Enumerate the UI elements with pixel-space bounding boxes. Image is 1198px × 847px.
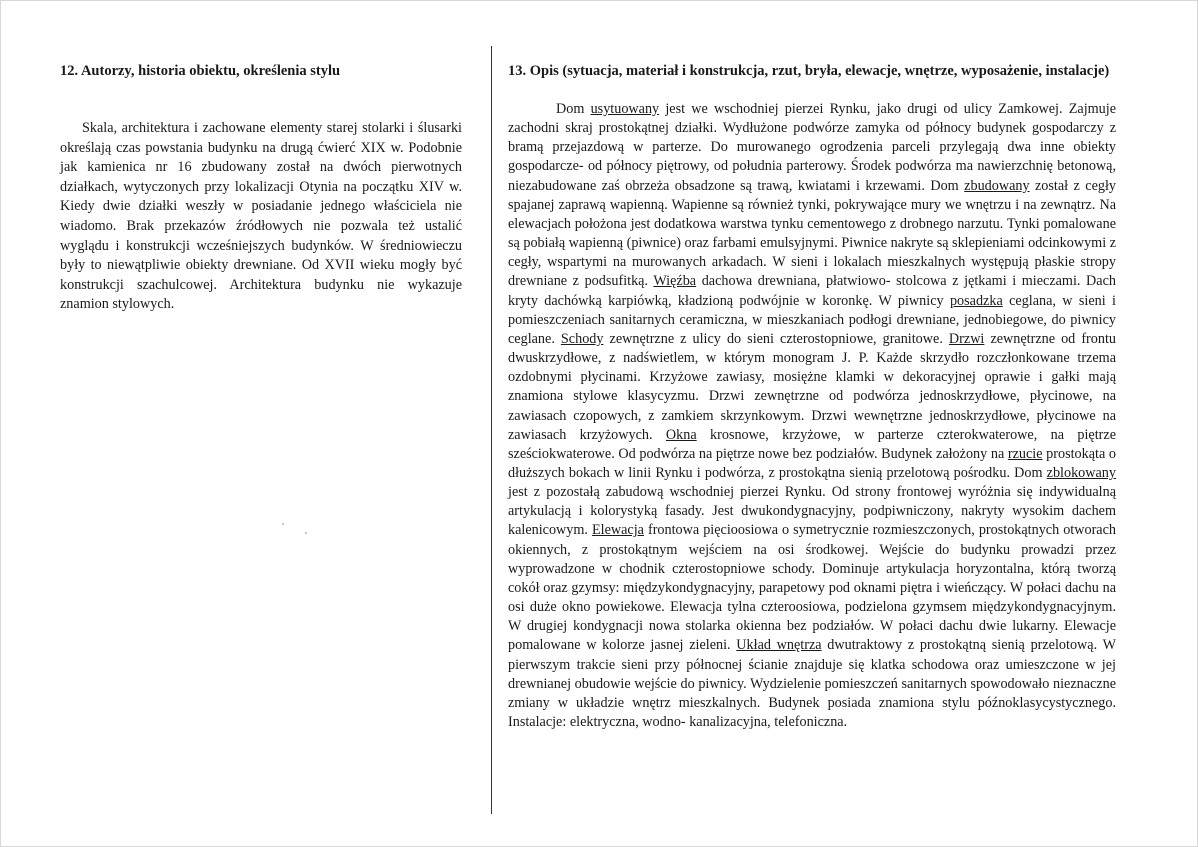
body-text: został z cegły spajanej zaprawą wapienną. Wapienne są również tynki, pokrywające mury we wnętrzu i na zewnątrz. Na elewacjach położona jest dodatkowa warstwa tynku cementowego z drobnego narzutu. Tynki pomalowane są pobiałą wapienną (piwnice) oraz farbami emulsyjnymi. Piwnice nakryte są sklepieniami odcinkowymi z cegły, wspartymi na murowanych arkadach. W sieni i lokalach mieszkalnych występują płaskie stropy drewniane z podsufitką.: [508, 177, 1117, 290]
body-text: jest we wschodniej pierzei Rynku, jako drugi od ulicy Zamkowej. Zajmuje zachodni skraj prostokątnej działki. Wydłużone podwórze zamyka od północy budynek gospodarczy z bramą przejazdową w parterze. Do murowanego ogrodzenia parceli przylegają dwa inne obiekty gospodarcze- od północy piętrowy, od południa parterowy. Środek podwórza ma nawierzchnię betonową, niezabudowane zaś obrzeża obsadzone są trawą, kwiatami i krzewami. Dom: [508, 101, 1116, 194]
section-13-heading: 13. Opis (sytuacja, materiał i konstrukcja, rzut, bryła, elewacje, wnętrze, wyposażenie, instalacje): [508, 63, 1110, 79]
body-text: krosnowe, krzyżowe, w parterze czterokwaterowe, na piętrze sześciokwaterowe. Od podwórza na piętrze nowe bez podziałów. Budynek założony na: [508, 426, 1116, 462]
underlined-term: Elewacja: [591, 522, 644, 539]
underlined-term: posadzka: [949, 292, 1003, 309]
body-text: dwutraktowy z prostokątną sienią przelotową. W pierwszym trakcie sieni przy północnej ścianie znajduje się klatka schodowa oraz umieszczone w jej drewnianej obudowie wejście do piwnicy. Wydzielenie pomieszczeń sanitarnych spowodowało nieznaczne zmiany w układzie wnętrz mieszkalnych. Budynek posiada znamiona stylu późnoklasycystycznego. Instalacje: elektryczna, wodno- kanalizacyjna, telefoniczna.: [508, 637, 1116, 730]
body-text: zewnętrzne od frontu dwuskrzydłowe, z nadświetlem, w którym monogram J. P. Każde skrzydło rozczłonkowane trzema ozdobnymi płycinami. Krzyżowe zawiasy, mosiężne klamki w dekoracyjnej oprawie i gałki mają znamiona stylowe klasycyzmu. Drzwi zewnętrzne od podwórza jednoskrzydłowe, płycinowe, na zawiasach czopowych, z zamkiem skrzynkowym. Drzwi wewnętrzne jednoskrzydłowe, płycinowe na zawiasach krzyżowych.: [508, 330, 1116, 443]
scan-speck: [305, 532, 307, 534]
underlined-term: Układ wnętrza: [736, 637, 822, 654]
scan-speck: [282, 523, 284, 525]
body-text: frontowa pięcioosiowa o symetrycznie rozmieszczonych, prostokątnych otworach okiennych, z prostokątnym wejściem na osi środkowej. Wejście do budynku prowadzi przez wyprowadzone w chodnik czterostopniowe schody. Dominuje artykulacja horyzontalna, którą tworzą cokół oraz gzymsy: międzykondygnacyjny, parapetowy pod oknami piętra i wieńczący. W połaci dachu na osi duże okno powiekowe. Elewacja tylna czteroosiowa, podzielona gzymsem międzykondygnacyjnym. W drugiej kondygnacji nowa stolarka okienna bez podziałów. W połaci dachu dwie lukarny. Elewacje pomalowane w kolorze jasnej zieleni.: [508, 522, 1116, 654]
body-text: ceglana, w sieni i pomieszczeniach sanitarnych ceramiczna, w mieszkaniach podłogi drewniane, jednobiegowe, do piwnicy ceglane.: [508, 292, 1116, 347]
section-12-text: Skala, architektura i zachowane elementy starej stolarki i ślusarki określają czas powstania budynku na drugą ćwierć XIX w. Podobnie jak kamienica nr 16 zbudowany został na dwóch pierwotnych działkach, wytyczonych przy lokalizacji Otynia na początku XIV w. Kiedy dwie działki weszły w posiadanie jednego właściciela nie wiadomo. Brak przekazów źródłowych nie pozwala też ustalić wyglądu i konstrukcji wcześniejszych budynków. W średniowieczu były to niewątpliwie obiekty drewniane. Od XVII wieku mogły być konstrukcji szachulcowej. Architektura budynku nie wykazuje znamion stylowych.: [60, 120, 462, 313]
column-divider: [491, 46, 492, 814]
underlined-term: usytuowany: [590, 101, 660, 117]
underlined-term: zbudowany: [964, 177, 1030, 194]
underlined-term: zblokowany: [1046, 464, 1116, 481]
underlined-term: Schody: [560, 330, 604, 347]
underlined-term: Drzwi: [948, 330, 985, 347]
section-13: [508, 62, 1116, 732]
underlined-term: rzucie: [1007, 445, 1043, 462]
underlined-term: Więźba: [653, 273, 697, 290]
section-12-heading: 12. Autorzy, historia obiektu, określenia stylu: [60, 63, 341, 79]
body-text: Dom: [556, 101, 591, 117]
section-12-body: [60, 119, 462, 315]
body-text: prostokąta o dłuższych bokach w linii Rynku i podwórza, z prostokątna sienią przelotową pośrodku. Dom: [508, 445, 1116, 481]
section-13-body: [508, 100, 1116, 732]
section-12: [60, 62, 462, 315]
body-text: jest z pozostałą zabudową wschodniej pierzei Rynku. Od strony frontowej wyróżnia się indywidualną artykulacją i kolorystyką fasady. Jest dwukondygnacyjny, podpiwniczony, nakryty wysokim dachem kalenicowym.: [508, 484, 1116, 539]
underlined-term: Okna: [665, 426, 697, 443]
body-text: dachowa drewniana, płatwiowo- stolcowa z jętkami i mieczami. Dach kryty dachówką karpiówką, kładzioną podwójnie w koronkę. W piwnicy: [508, 273, 1116, 309]
body-text: zewnętrzne z ulicy do sieni czterostopniowe, granitowe.: [603, 330, 949, 347]
